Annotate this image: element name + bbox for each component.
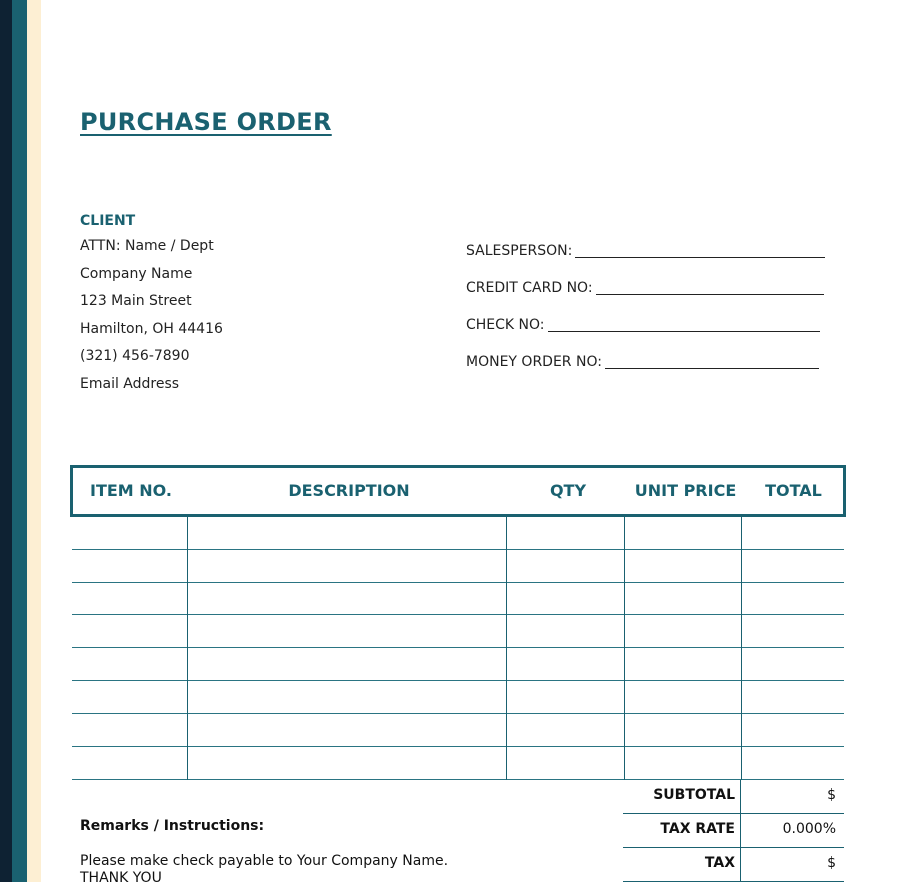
column-divider bbox=[741, 517, 742, 780]
money-order-row bbox=[466, 352, 825, 389]
remarks-heading: Remarks / Instructions: bbox=[80, 818, 265, 834]
header-description: DESCRIPTION bbox=[288, 481, 410, 500]
summary-divider bbox=[740, 780, 741, 813]
subtotal-value[interactable]: $ bbox=[827, 787, 836, 803]
credit-card-field[interactable] bbox=[596, 278, 824, 295]
header-unit-price: UNIT PRICE bbox=[634, 481, 737, 500]
salesperson-label: SALESPERSON: bbox=[466, 243, 573, 259]
client-email[interactable]: Email Address bbox=[80, 375, 180, 392]
money-order-field[interactable] bbox=[605, 352, 819, 369]
tax-rate-label: TAX RATE bbox=[660, 821, 735, 837]
client-company[interactable]: Company Name bbox=[80, 265, 193, 282]
remarks-line-1: Please make check payable to Your Company Name. bbox=[80, 853, 449, 869]
column-divider bbox=[624, 517, 625, 780]
left-stripe-cream bbox=[27, 0, 41, 882]
check-row bbox=[466, 315, 825, 352]
left-stripe-teal bbox=[12, 0, 27, 882]
payment-info-block bbox=[466, 241, 825, 389]
tax-rate-value[interactable]: 0.000% bbox=[782, 821, 836, 837]
summary-divider bbox=[740, 814, 741, 847]
header-qty: QTY bbox=[549, 481, 587, 500]
items-table-header bbox=[70, 465, 846, 517]
credit-card-row bbox=[466, 278, 825, 315]
check-field[interactable] bbox=[548, 315, 820, 332]
header-total: TOTAL bbox=[765, 481, 822, 500]
client-city[interactable]: Hamilton, OH 44416 bbox=[80, 320, 223, 337]
tax-rate-row bbox=[623, 814, 844, 848]
column-divider bbox=[506, 517, 507, 780]
client-phone[interactable]: (321) 456-7890 bbox=[80, 348, 190, 365]
column-divider bbox=[187, 517, 188, 780]
items-table-body bbox=[72, 517, 844, 780]
client-heading: CLIENT bbox=[80, 213, 136, 229]
subtotal-label: SUBTOTAL bbox=[653, 787, 735, 803]
document-title: PURCHASE ORDER bbox=[80, 108, 332, 136]
header-item-no: ITEM NO. bbox=[89, 481, 172, 500]
remarks-line-2: THANK YOU bbox=[80, 870, 162, 886]
salesperson-row bbox=[466, 241, 825, 278]
totals-summary bbox=[623, 780, 844, 882]
check-label: CHECK NO: bbox=[466, 317, 545, 333]
tax-value[interactable]: $ bbox=[827, 855, 836, 871]
tax-row bbox=[623, 848, 844, 882]
money-order-label: MONEY ORDER NO: bbox=[466, 354, 602, 370]
credit-card-label: CREDIT CARD NO: bbox=[466, 280, 593, 296]
client-attn[interactable]: ATTN: Name / Dept bbox=[80, 238, 214, 254]
client-street[interactable]: 123 Main Street bbox=[80, 293, 192, 310]
summary-divider bbox=[740, 848, 741, 881]
tax-label: TAX bbox=[704, 855, 735, 871]
salesperson-field[interactable] bbox=[575, 241, 825, 258]
subtotal-row bbox=[623, 780, 844, 814]
left-stripe-dark bbox=[0, 0, 12, 882]
client-address-block bbox=[80, 236, 223, 402]
